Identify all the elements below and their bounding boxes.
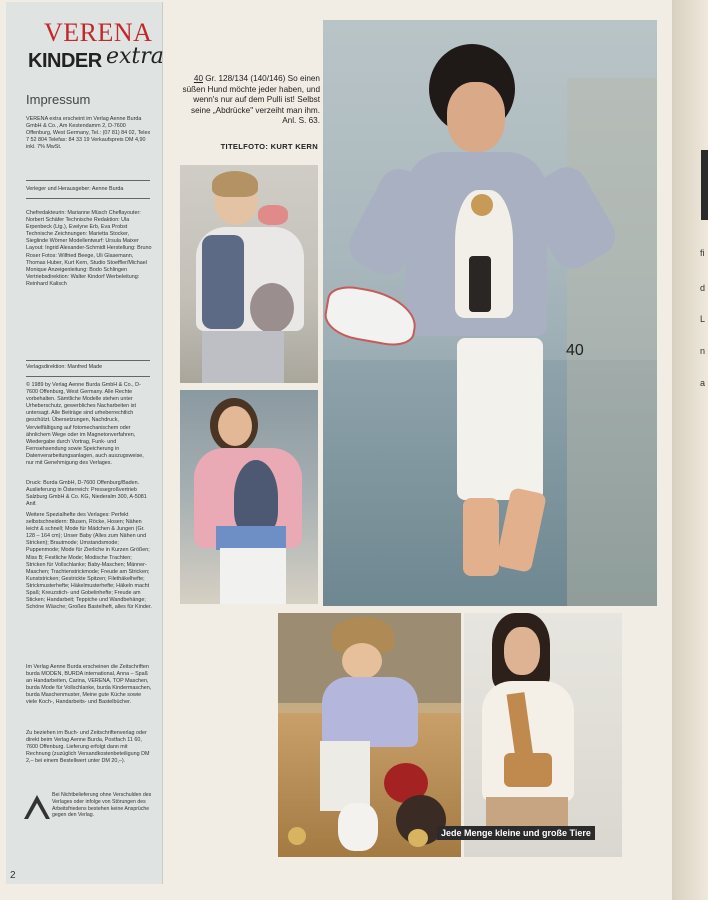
photo-number: 40	[566, 342, 584, 359]
caption-ref-number: 40	[193, 74, 203, 83]
photo-girl-cat-sweater	[180, 165, 318, 383]
impressum-heading: Impressum	[26, 92, 91, 107]
impressum-magazines: Im Verlag Aenne Burda erscheinen die Zeitschriften burda MODEN, BURDA international, Anna – Spaß an Handarbeiten, Carina, VERENA, TOP Maschen, burda Mode für Vollschlanke, burda Kindermaschen, burda Maschenmuster, Meine gute Küche sowie viele Koch-, Handarbeits- und Bastelbücher.	[26, 664, 152, 706]
impressum-copyright: © 1989 by Verlag Aenne Burda GmbH & Co., D-7600 Offenburg, West Germany. Alle Rechte vorbehalten. Sämtliche Modelle stehen unter Urheberschutz, gewerbliches Nacharbeiten ist untersagt. Alle Beiträge sind urheberrechtlich geschützt. Übersetzungen, Nachdruck, Vervielfältigung auf fotomechanischem oder ähnlichem Wege oder im Magnetonverfahren, Wiedergabe durch Vortrag, Funk- und Fernsehsendung sowie Speicherung in Datenverarbeitungsanlagen, auch auszugsweise, nur mit Genehmigung des Verlages.	[26, 382, 144, 467]
impressum-warning: Bei Nichtbelieferung ohne Verschulden des Verlages oder infolge von Störungen des Arbeitsfriedens bestehen keine Ansprüche gegen den Verlag.	[52, 792, 152, 819]
logo-kinder: KINDER	[28, 50, 102, 72]
impressum-staff: Chefredakteurin: Marianne Müsch Cheflayouter: Norbert Schäfer Technische Redaktion: Ula Erpenbeck (Ltg.), Evelyne Erb, Eva Probst Technische Zeichnungen: Marietta Stocker, Sieglinde Wörner Modellentwurf: Ursula Maixer Layout: Ingrid Alexander-Schmidt Herstellung: Bruno Roser Fotos: Wilfried Beege, Uli Glasemann, Thomas Huber, Kurt Kern, Studio Stoeffler/Michael Monique Anzeigenleitung: Bodo Schlingen Vertriebsdirektion: Walter Kindorf Werbeleitung: Reinhard Kalisch	[26, 210, 152, 287]
photo-girl-hay-hat	[278, 613, 461, 857]
photo-caption: Jede Menge kleine und große Tiere	[437, 826, 595, 840]
divider	[26, 198, 150, 199]
impressum-editor: Verleger und Herausgeber: Aenne Burda	[26, 186, 124, 192]
photo-girl-giraffe-sweater	[464, 613, 622, 857]
impressum-special-issues: Weitere Spezialhefte des Verlages: Perfekt selbstschneidern: Blusen, Röcke, Hosen; Nähen leicht & schnell; Mode für Mädchen & Jungen (Gr. 128 – 164 cm); Unser Baby (Alles zum Nähen und Stricken); Brautmode; Umstandsmode; Puppenmode; Mode für Zierliche in Kurzen Größen; Miss B; Festliche Mode; Modische Trachten; Stricken für Vollschlanke; Baby-Maschen; Männer-Maschen; Trachtenstrickmode; Freude am Stricken; Kunststricken; Gestrickte Spitzen; Filethäkelhefte; Strickmusterhefte; Häkelmusterhefte; Häkeln macht Spaß; Kreuzstich- und Gobelinhefte; Freude am Sticken; Handarbeit; Teppiche und Wandbehänge; Schöne Wäsche; Großes Bastelheft, alles für Kinder.	[26, 512, 152, 611]
cover-photo-credit: TITELFOTO: KURT KERN	[220, 142, 318, 151]
next-page-letter: fi	[700, 248, 705, 258]
photo-girl-seal-sweater	[180, 390, 318, 604]
divider	[26, 360, 150, 361]
next-page-letter: d	[700, 283, 706, 293]
next-page-letter: L	[700, 314, 706, 324]
next-page-dark-tab	[701, 150, 708, 220]
next-page-letter: a	[700, 378, 706, 388]
logo-extra: extra	[106, 44, 164, 69]
impressum-publisher-info: VERENA extra erscheint im Verlag Aenne Burda GmbH & Co., Am Kestendamm 2, D-7600 Offenburg, West Germany, Tel.: (07 81) 84 02, Telex 7 52 804 Telefax: 84 33 19 Verkaufspreis DM 4,90 inkl. 7% MwSt.	[26, 116, 151, 151]
impressum-print: Druck: Burda GmbH, D-7600 Offenburg/Baden. Auslieferung in Österreich: Pressegroßvertrieb Salzburg GmbH & Co. KG, Niederalm 300, A-5081 Anif.	[26, 480, 147, 508]
model-caption	[180, 74, 320, 127]
impressum-ordering: Zu beziehen im Buch- und Zeitschriftenverlag oder direkt beim Verlag Aenne Burda, Postfach 11 60, 7600 Offenburg. Lieferung erfolgt dann mit Rechnung (zuzüglich Versandkostenbeteiligung DM 2,– bei einem Bestellwert unter DM 20,–).	[26, 730, 150, 765]
next-page-edge	[672, 0, 708, 900]
caption-text: Gr. 128/134 (140/146) So einen süßen Hund möchte jeder haben, und wenn's nur auf dem Pulli ist! Selbst seine „Abdrücke" verzeiht man ihm. Anl. S. 63.	[182, 74, 320, 125]
impressum-management: Verlagsdirektion: Manfred Made	[26, 364, 103, 370]
next-page-letter: n	[700, 346, 706, 356]
divider	[26, 180, 150, 181]
page-number: 2	[10, 870, 16, 881]
photo-main-girl-dog-sweater	[323, 20, 657, 606]
logo-verena: VERENA	[44, 18, 153, 47]
divider	[26, 376, 150, 377]
